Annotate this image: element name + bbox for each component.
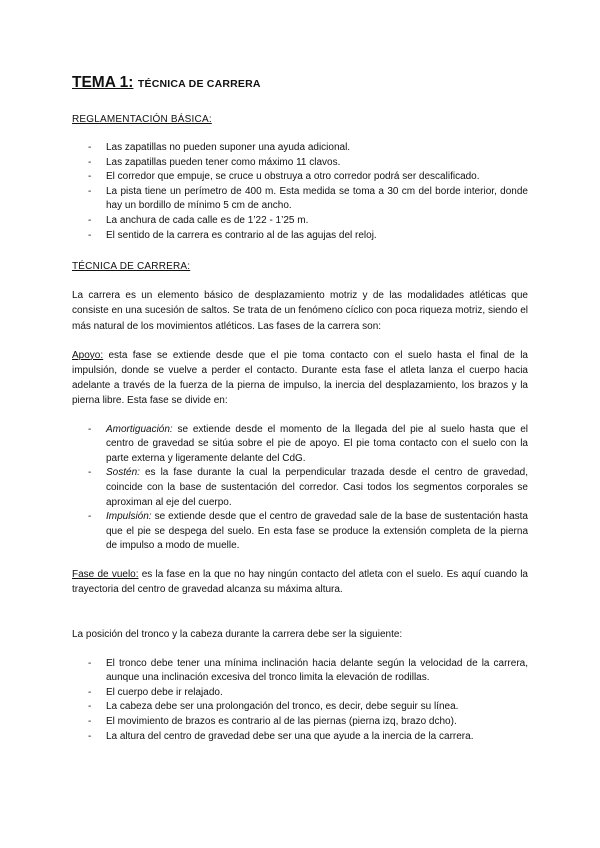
tecnica-heading: TÉCNICA DE CARRERA:: [72, 261, 191, 273]
spacer: [72, 611, 528, 627]
page-title: [72, 74, 528, 93]
bullet-dash: -: [88, 715, 92, 727]
bullet-dash: -: [88, 701, 92, 713]
apoyo-text: esta fase se extiende desde que el pie toma contacto con el suelo hasta el final de la impulsión, donde se vuelve a perder el contacto. Durante esta fase el atleta lanza el cuerpo hacia adelante a través de la fuerza de la pierna de impulso, la inercia del desplazamiento, los brazos y la pierna libre. Esta fase se divide en:: [72, 349, 528, 407]
list-item: - La anchura de cada calle es de 1’22 - 1’25 m.: [72, 214, 528, 229]
reglamentacion-heading: REGLAMENTACIÓN BÁSICA:: [72, 114, 212, 125]
bullet-dash: -: [88, 214, 92, 226]
apoyo-paragraph: [72, 348, 528, 409]
list-item: - La cabeza debe ser una prolongación del tronco, es decir, debe seguir su línea.: [72, 700, 528, 715]
bullet-dash: -: [88, 171, 92, 183]
bullet-dash: -: [88, 730, 92, 742]
list-item: - El cuerpo debe ir relajado.: [72, 686, 528, 701]
posicion-intro: La posición del tronco y la cabeza durante la carrera debe ser la siguiente:: [72, 629, 403, 641]
list-item: - Impulsión: se extiende desde que el centro de gravedad sale de la base de sustentación hasta que el pie se despega del suelo. En esta fase se produce la extensión completa de la pierna de impulso a modo de muelle.: [88, 511, 528, 552]
bullet-dash: -: [88, 156, 92, 168]
vuelo-text: es la fase en la que no hay ningún contacto del atleta con el suelo. Es aquí cuando la trayectoria del centro de gravedad alcanza su máxima altura.: [72, 568, 528, 596]
list-item: - Las zapatillas pueden tener como máximo 11 clavos.: [72, 156, 528, 171]
bullet-dash: -: [88, 467, 92, 479]
reglamentacion-list: [72, 141, 528, 243]
list-item: - Sostén: es la fase durante la cual la perpendicular trazada desde el centro de gravedad, coincide con la base de sustentación del corredor. Casi todos los segmentos corporales se aproximan al eje del cuerpo.: [88, 467, 528, 508]
posicion-list: [72, 657, 528, 745]
tecnica-intro: La carrera es un elemento básico de desplazamiento motriz y de las modalidades atléticas que consiste en una sucesión de saltos. Se trata de un fenómeno cíclico con poca riqueza motriz, siendo el más natural de los movimientos atléticos. Las fases de la carrera son:: [72, 290, 528, 332]
list-item: - El corredor que empuje, se cruce u obstruya a otro corredor podrá ser descalificado.: [72, 170, 528, 185]
bullet-dash: -: [88, 686, 92, 698]
list-item: - La altura del centro de gravedad debe ser una que ayude a la inercia de la carrera.: [72, 730, 528, 745]
vuelo-label: Fase de vuelo:: [72, 568, 139, 580]
list-item: - El sentido de la carrera es contrario al de las agujas del reloj.: [72, 229, 528, 244]
bullet-dash: -: [88, 511, 92, 523]
apoyo-label: Apoyo:: [72, 349, 104, 361]
list-item: - El tronco debe tener una mínima inclinación hacia delante según la velocidad de la carrera, aunque una inclinación excesiva del tronco limita la elevación de rodillas.: [88, 657, 528, 684]
bullet-dash: -: [88, 657, 92, 669]
title-sub: TÉCNICA DE CARRERA: [137, 78, 261, 90]
subfases-list: [72, 423, 528, 554]
title-main: TEMA 1:: [72, 74, 134, 91]
bullet-dash: -: [88, 185, 92, 197]
subfase-term: Amortiguación:: [106, 423, 173, 435]
list-item: - El movimiento de brazos es contrario al de las piernas (pierna izq, brazo dcho).: [72, 715, 528, 730]
list-item: - Amortiguación: se extiende desde el momento de la llegada del pie al suelo hasta que el centro de gravedad se sitúa sobre el pie de apoyo. El pie toma contacto con el suelo con la parte externa y ligeramente delante del CdG.: [88, 423, 528, 464]
bullet-dash: -: [88, 423, 92, 435]
list-item: - Las zapatillas no pueden suponer una ayuda adicional.: [72, 141, 528, 156]
list-item: - La pista tiene un perímetro de 400 m. Esta medida se toma a 30 cm del borde interior, donde hay un bordillo de mínimo 5 cm de ancho.: [88, 185, 528, 212]
vuelo-paragraph: [72, 567, 528, 597]
subfase-term: Impulsión:: [106, 511, 152, 523]
bullet-dash: -: [88, 142, 92, 153]
document-body: [72, 74, 528, 761]
bullet-dash: -: [88, 229, 92, 241]
subfase-term: Sostén:: [106, 467, 140, 479]
